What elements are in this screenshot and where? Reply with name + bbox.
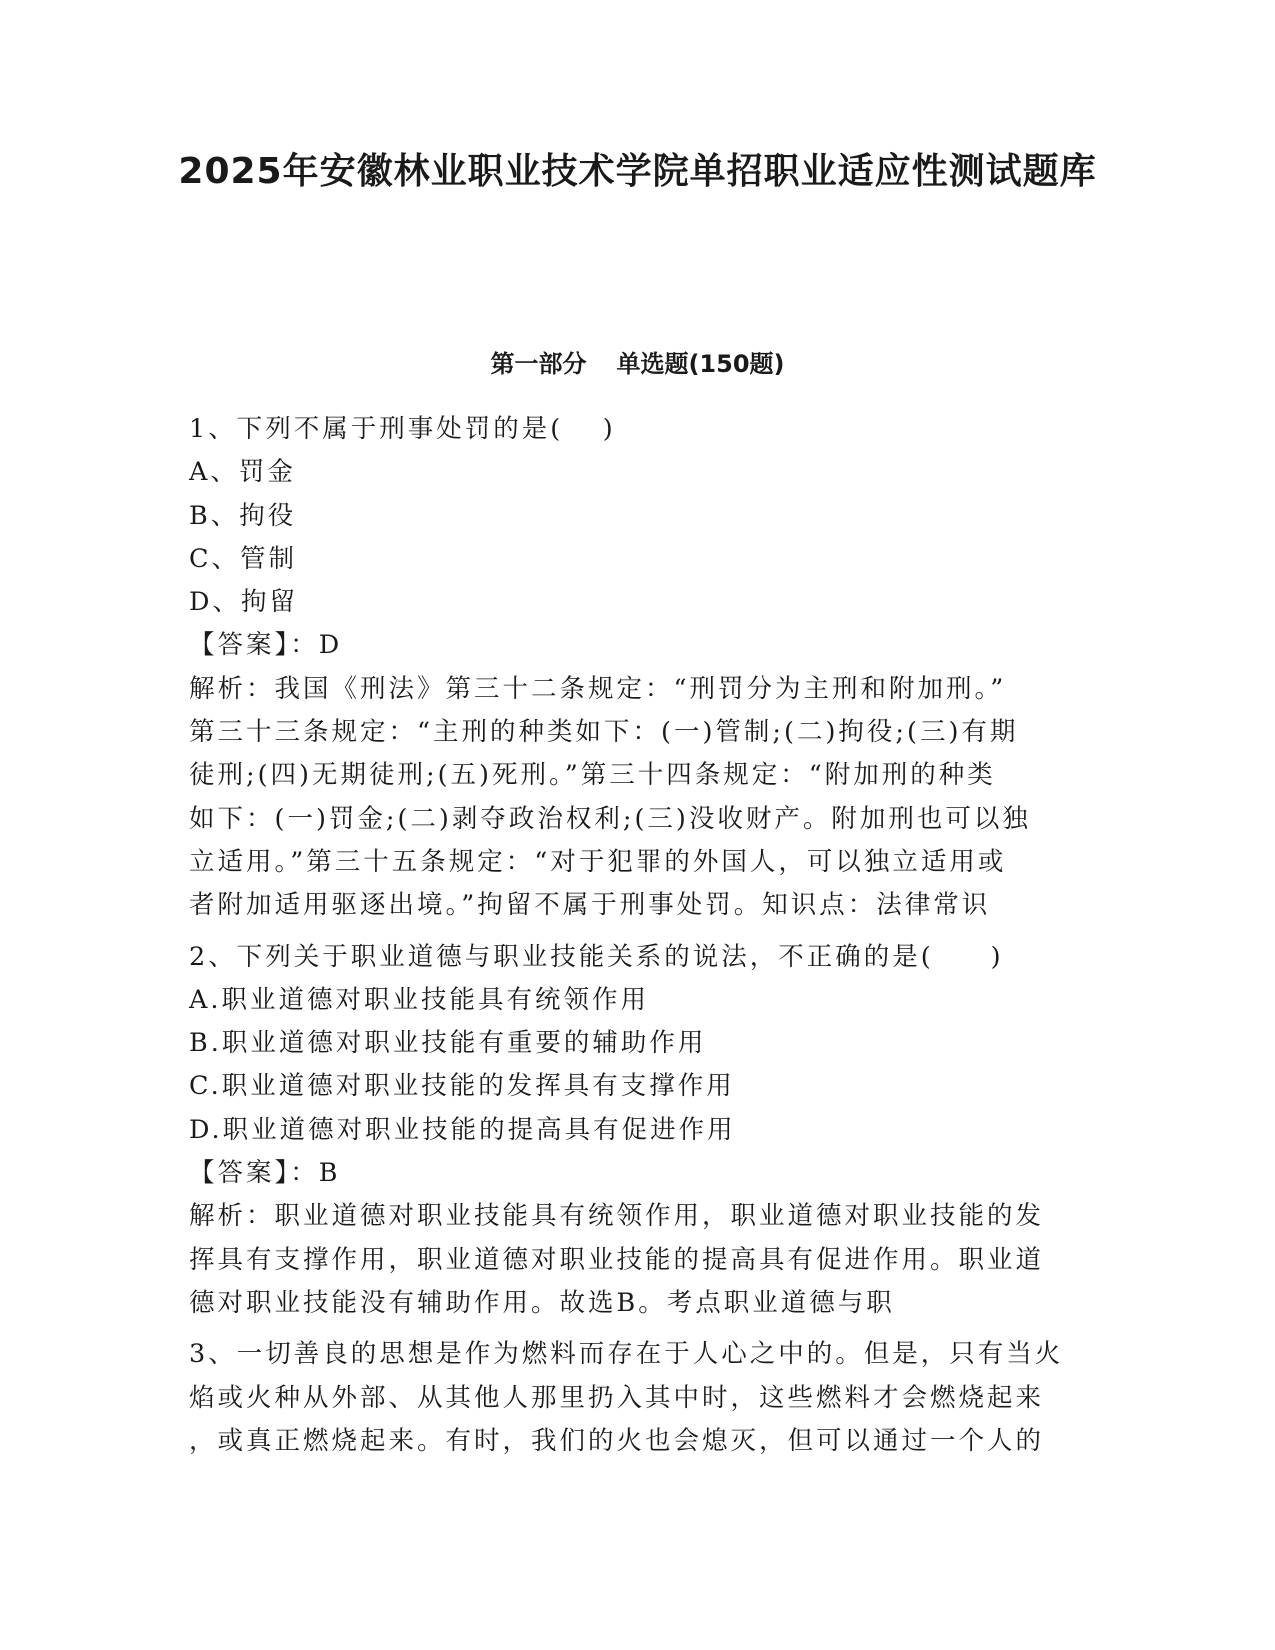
analysis-line: 解析：我国《刑法》第三十二条规定：“刑罚分为主刑和附加刑。”	[189, 673, 1007, 704]
analysis-line: 德对职业技能没有辅助作用。故选B。考点职业道德与职	[189, 1287, 895, 1318]
section-heading	[150, 348, 1125, 380]
document-title: 2025年安徽林业职业技术学院单招职业适应性测试题库	[178, 151, 1097, 192]
answer: 【答案】：B	[189, 1158, 341, 1189]
analysis-line: 者附加适用驱逐出境。”拘留不属于刑事处罚。知识点：法律常识	[189, 890, 991, 921]
analysis-line: 第三十三条规定：“主刑的种类如下：(一)管制;(二)拘役;(三)有期	[189, 717, 1019, 748]
option-d: D、拘留	[189, 587, 298, 618]
question-1	[189, 408, 1079, 928]
analysis-line: 徒刑;(四)无期徒刑;(五)死刑。”第三十四条规定：“附加刑的种类	[189, 760, 996, 791]
option-a: A、罚金	[189, 457, 296, 488]
option-c: C、管制	[189, 543, 298, 574]
question-3	[189, 1333, 1079, 1463]
analysis-line: 立适用。”第三十五条规定：“对于犯罪的外国人，可以独立适用或	[189, 846, 1007, 877]
option-b: B.职业道德对职业技能有重要的辅助作用	[189, 1028, 707, 1059]
analysis-line: 挥具有支撑作用，职业道德对职业技能的提高具有促进作用。职业道	[189, 1244, 1045, 1275]
question-stem-line: ，或真正燃烧起来。有时，我们的火也会熄灭，但可以通过一个人的	[189, 1425, 1045, 1456]
question-stem-line: 3、一切善良的思想是作为燃料而存在于人心之中的。但是，只有当火	[189, 1339, 1064, 1370]
option-c: C.职业道德对职业技能的发挥具有支撑作用	[189, 1071, 735, 1102]
analysis-line: 解析：职业道德对职业技能具有统领作用，职业道德对职业技能的发	[189, 1201, 1045, 1232]
question-2	[189, 936, 1079, 1326]
option-a: A.职业道德对职业技能具有统领作用	[189, 984, 650, 1015]
answer: 【答案】：D	[189, 630, 343, 661]
option-b: B、拘役	[189, 500, 297, 531]
question-stem: 2、下列关于职业道德与职业技能关系的说法，不正确的是( )	[189, 941, 1004, 972]
option-d: D.职业道德对职业技能的提高具有促进作用	[189, 1114, 736, 1145]
question-stem-line: 焰或火种从外部、从其他人那里扔入其中时，这些燃料才会燃烧起来	[189, 1382, 1045, 1413]
question-stem: 1、下列不属于刑事处罚的是( )	[189, 414, 616, 444]
analysis-line: 如下：(一)罚金;(二)剥夺政治权利;(三)没收财产。附加刑也可以独	[189, 803, 1031, 834]
section-part: 第一部分	[490, 350, 587, 378]
question-list	[189, 408, 1079, 1471]
section-label: 单选题(150题)	[616, 350, 785, 378]
